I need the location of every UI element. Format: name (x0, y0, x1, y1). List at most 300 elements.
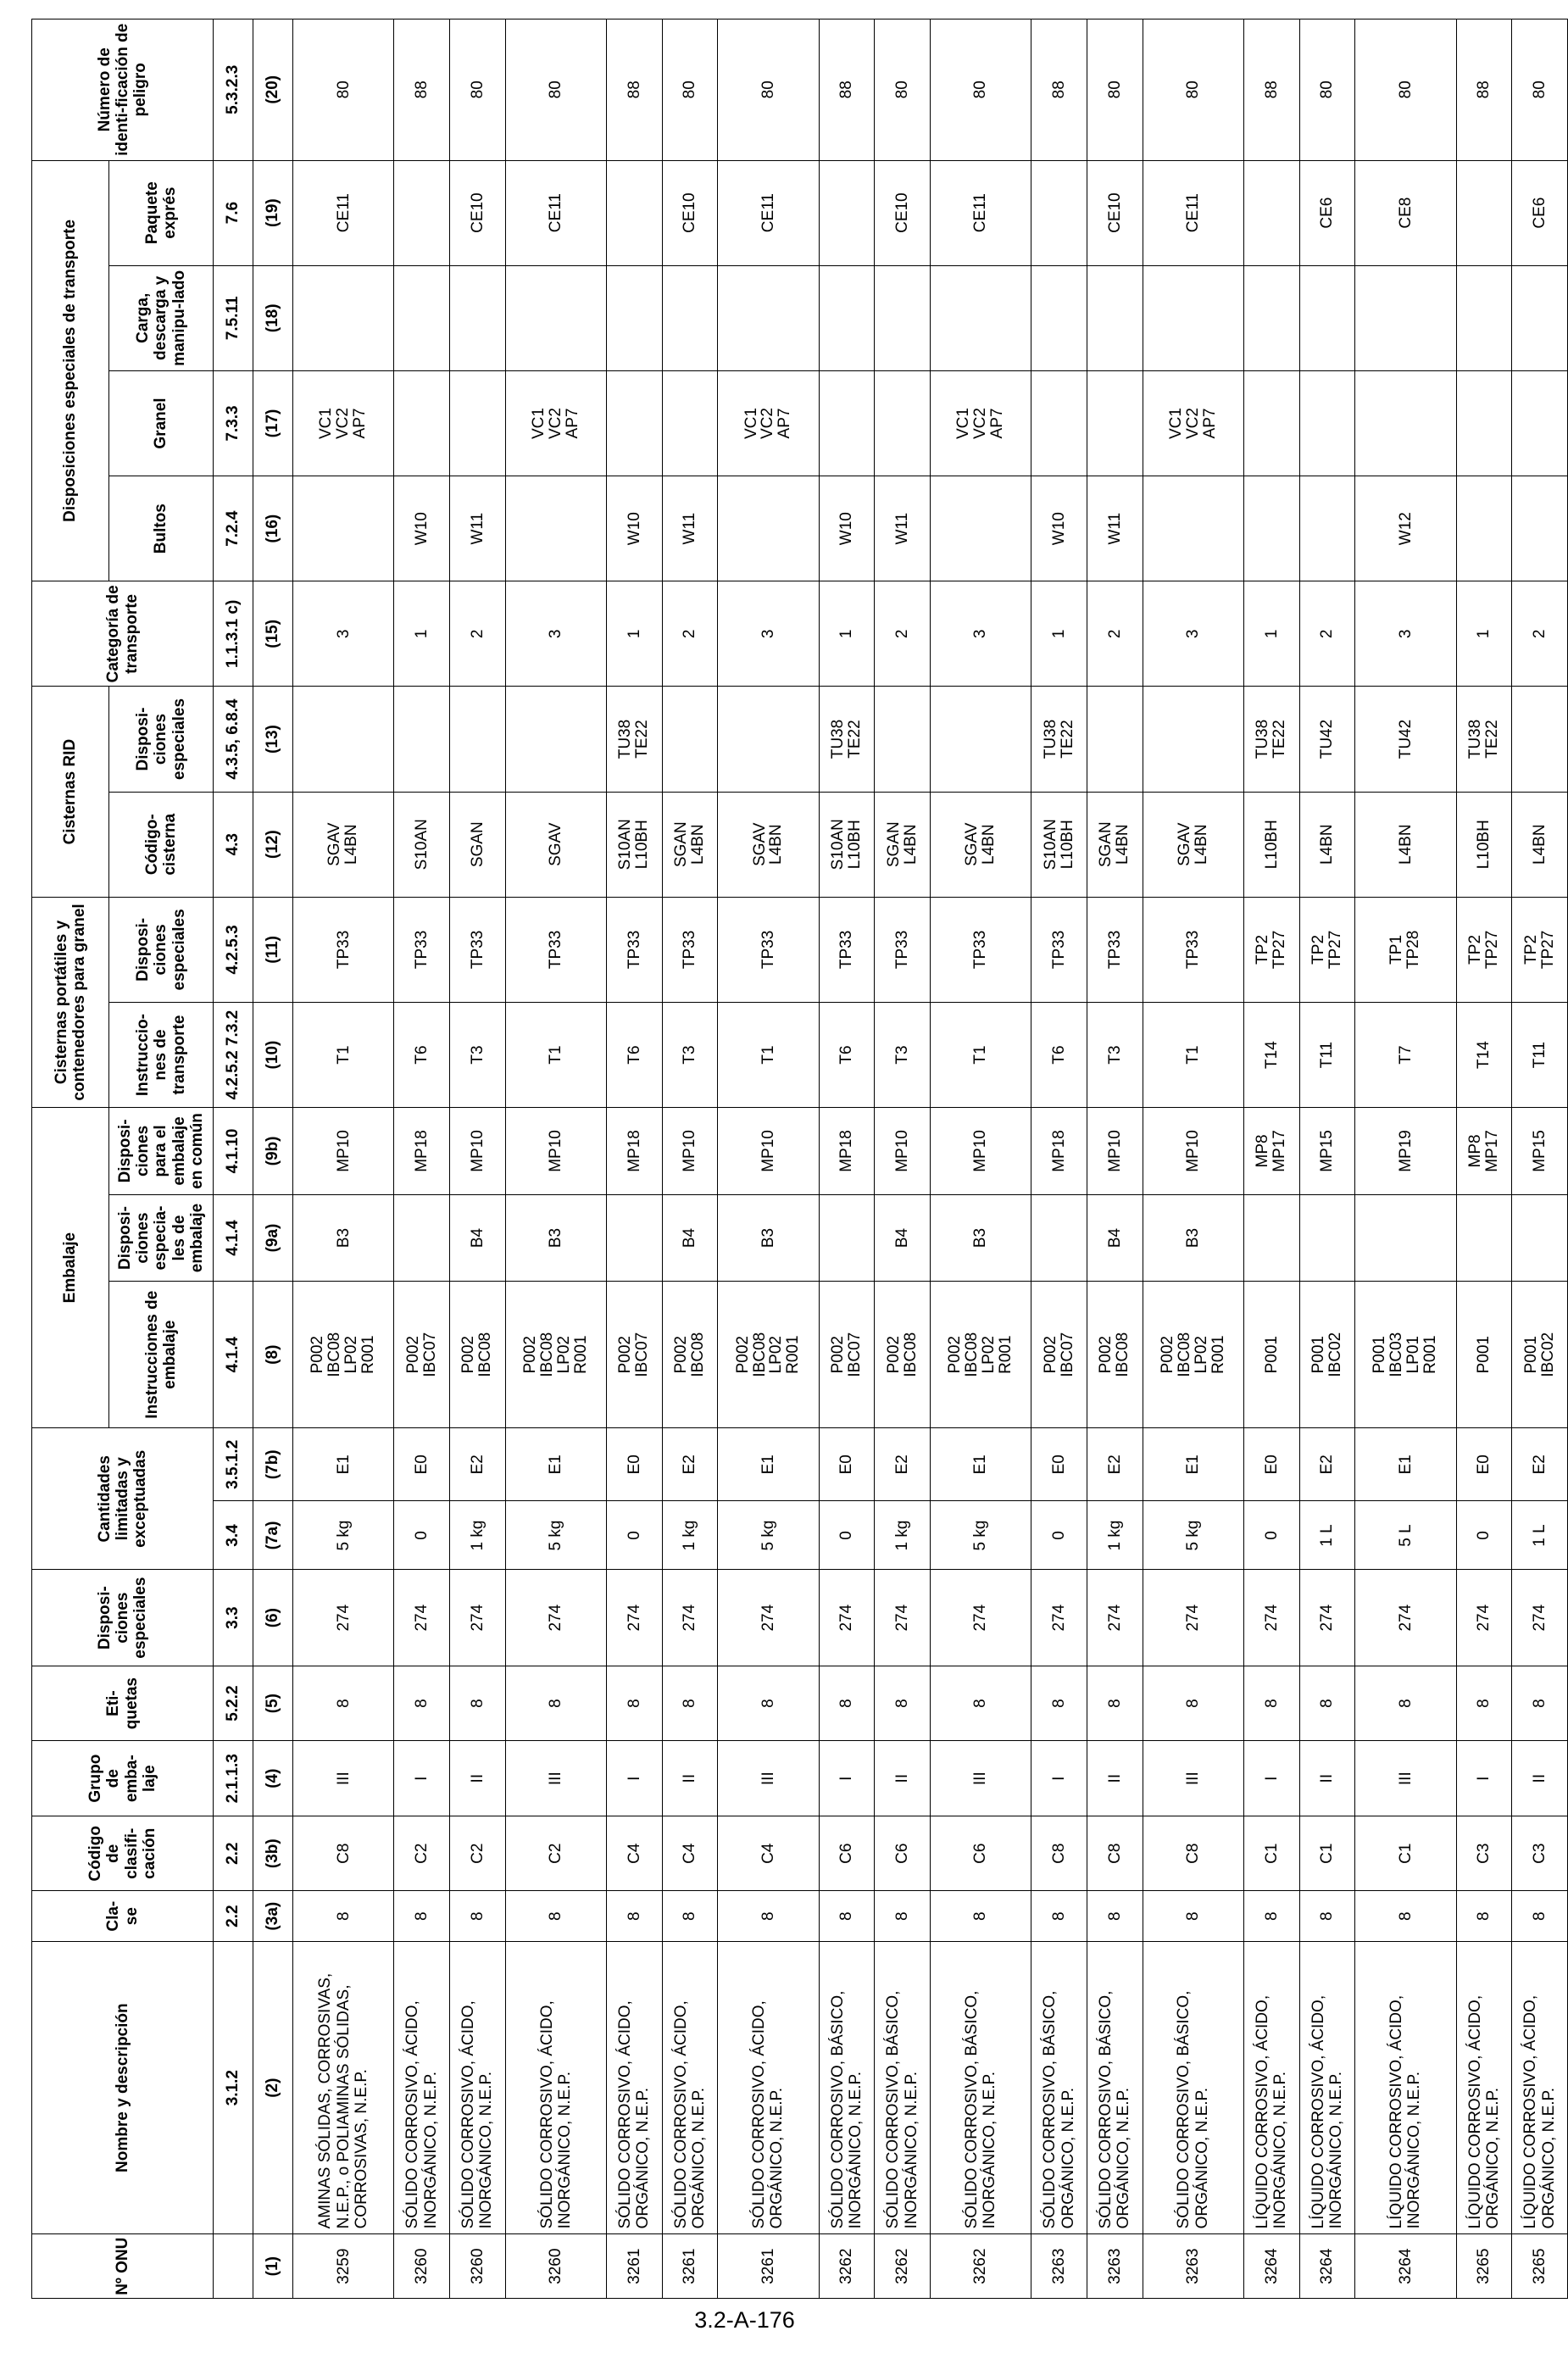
table-cell: III (1355, 1741, 1456, 1816)
table-cell: 8 (819, 1891, 875, 1941)
name-cell: SÓLIDO CORROSIVO, ÁCIDO, ORGÁNICO, N.E.P. (718, 1941, 819, 2234)
name-cell: SÓLIDO CORROSIVO, BÁSICO, ORGÁNICO, N.E.P. (1031, 1941, 1087, 2234)
un-number-cell: 3264 (1355, 2234, 1456, 2299)
table-cell: MP10 (1087, 1108, 1143, 1195)
table-cell: 80 (1355, 19, 1456, 161)
table-cell: 8 (1243, 1891, 1299, 1941)
table-cell: C6 (930, 1816, 1031, 1891)
header-tank-instructions: Instruccio-nes de transporte (109, 1002, 214, 1107)
table-cell: TP2 TP27 (1456, 897, 1512, 1002)
table-cell (1355, 265, 1456, 370)
table-cell: T6 (606, 1002, 662, 1107)
table-cell: T1 (293, 1002, 394, 1107)
table-cell (662, 687, 718, 792)
table-cell: 88 (819, 19, 875, 161)
ref-cell: 2.1.1.3 (214, 1741, 253, 1816)
header-class: Cla-se (32, 1891, 214, 1941)
ref-cell: 7.5.11 (214, 265, 253, 370)
table-cell: E0 (1456, 1428, 1512, 1501)
table-cell: T1 (930, 1002, 1031, 1107)
table-cell: I (606, 1741, 662, 1816)
table-cell: 8 (718, 1666, 819, 1741)
table-cell: SGAN L4BN (662, 792, 718, 897)
table-cell: P002 IBC07 (1031, 1282, 1087, 1428)
table-cell: TP33 (1143, 897, 1243, 1002)
table-cell: E1 (293, 1428, 394, 1501)
table-cell: C6 (819, 1816, 875, 1891)
table-cell: C6 (875, 1816, 931, 1891)
name-cell: SÓLIDO CORROSIVO, ÁCIDO, INORGÁNICO, N.E.P. (505, 1941, 606, 2234)
table-cell (1512, 370, 1568, 476)
table-cell (875, 687, 931, 792)
table-cell: 2 (875, 581, 931, 687)
table-cell: TP33 (606, 897, 662, 1002)
table-cell: E2 (1087, 1428, 1143, 1501)
table-cell: 1 (1243, 581, 1299, 687)
table-cell (394, 160, 450, 265)
table-cell: 274 (1512, 1570, 1568, 1666)
table-cell: 1 kg (662, 1501, 718, 1570)
table-cell: 80 (505, 19, 606, 161)
table-cell: E1 (1355, 1428, 1456, 1501)
ref-cell: 3.1.2 (214, 1941, 253, 2234)
table-cell (293, 476, 394, 581)
table-cell: CE11 (505, 160, 606, 265)
header-mixed-packing-provisions: Disposi-ciones para el embalaje en común (109, 1108, 214, 1195)
table-cell: 8 (819, 1666, 875, 1741)
table-cell (1355, 1194, 1456, 1282)
table-cell (662, 265, 718, 370)
num-cell: (15) (253, 581, 293, 687)
un-number-cell: 3259 (293, 2234, 394, 2299)
table-cell: 274 (819, 1570, 875, 1666)
table-cell: 5 kg (1143, 1501, 1243, 1570)
table-cell: 1 (1031, 581, 1087, 687)
table-cell: 5 kg (718, 1501, 819, 1570)
table-cell: 0 (606, 1501, 662, 1570)
name-cell: SÓLIDO CORROSIVO, ÁCIDO, INORGÁNICO, N.E.P. (449, 1941, 505, 2234)
table-cell (662, 370, 718, 476)
table-cell (875, 370, 931, 476)
table-cell: 1 (606, 581, 662, 687)
table-cell: 2 (1512, 581, 1568, 687)
ref-cell: 7.2.4 (214, 476, 253, 581)
table-cell: E1 (930, 1428, 1031, 1501)
table-cell: L4BN (1355, 792, 1456, 897)
table-row (662, 19, 718, 2299)
table-cell: L4BN (1512, 792, 1568, 897)
table-cell: P002 IBC08 LP02 R001 (718, 1282, 819, 1428)
un-number-cell: 3261 (606, 2234, 662, 2299)
name-cell: SÓLIDO CORROSIVO, BÁSICO, INORGÁNICO, N.E.P. (930, 1941, 1031, 2234)
table-cell: 88 (1456, 19, 1512, 161)
un-number-cell: 3260 (505, 2234, 606, 2299)
table-cell (505, 687, 606, 792)
table-cell: 8 (1355, 1666, 1456, 1741)
table-cell: T11 (1299, 1002, 1355, 1107)
name-cell: LÍQUIDO CORROSIVO, ÁCIDO, ORGÁNICO, N.E.P. (1456, 1941, 1512, 2234)
header-bulk: Granel (109, 370, 214, 476)
table-cell: SGAV L4BN (718, 792, 819, 897)
header-transport-category: Categoría de transporte (32, 581, 214, 687)
table-cell: 8 (875, 1666, 931, 1741)
table-cell: E1 (1143, 1428, 1243, 1501)
table-cell: 274 (930, 1570, 1031, 1666)
table-cell: TP33 (930, 897, 1031, 1002)
table-cell: TP33 (875, 897, 931, 1002)
header-loading: Carga, descarga y manipu-lado (109, 265, 214, 370)
table-cell: S10AN (394, 792, 450, 897)
table-cell (1243, 476, 1299, 581)
num-cell: (18) (253, 265, 293, 370)
table-cell: SGAV L4BN (930, 792, 1031, 897)
table-row (1087, 19, 1143, 2299)
table-cell: 2 (449, 581, 505, 687)
name-cell: SÓLIDO CORROSIVO, ÁCIDO, INORGÁNICO, N.E.P. (394, 1941, 450, 2234)
header-tank-special-provisions: Disposi-ciones especiales (109, 897, 214, 1002)
table-cell: E1 (718, 1428, 819, 1501)
ref-cell: 4.1.4 (214, 1282, 253, 1428)
table-cell: P002 IBC08 (662, 1282, 718, 1428)
table-cell (606, 1194, 662, 1282)
table-cell: CE11 (1143, 160, 1243, 265)
ref-cell: 7.6 (214, 160, 253, 265)
table-cell: 8 (1087, 1891, 1143, 1941)
table-cell (1456, 160, 1512, 265)
table-cell: W11 (662, 476, 718, 581)
name-cell: AMINAS SÓLIDAS, CORROSIVAS, N.E.P., o POLIAMINAS SÓLIDAS, CORROSIVAS, N.E.P. (293, 1941, 394, 2234)
table-cell: III (1143, 1741, 1243, 1816)
table-cell: P002 IBC08 LP02 R001 (293, 1282, 394, 1428)
ref-cell: 4.3 (214, 792, 253, 897)
table-cell: MP15 (1299, 1108, 1355, 1195)
table-cell: P001 IBC02 (1512, 1282, 1568, 1428)
table-cell: 274 (1087, 1570, 1143, 1666)
ref-cell (214, 2234, 253, 2299)
table-cell: T3 (1087, 1002, 1143, 1107)
table-cell: MP10 (293, 1108, 394, 1195)
table-cell (1087, 265, 1143, 370)
un-number-cell: 3260 (394, 2234, 450, 2299)
table-cell: B3 (505, 1194, 606, 1282)
table-cell: P002 IBC07 (394, 1282, 450, 1428)
table-cell: W12 (1355, 476, 1456, 581)
table-cell: W11 (875, 476, 931, 581)
table-cell: SGAN L4BN (875, 792, 931, 897)
table-cell: T3 (662, 1002, 718, 1107)
table-cell: T6 (394, 1002, 450, 1107)
table-cell: 1 L (1299, 1501, 1355, 1570)
table-row (505, 19, 606, 2299)
table-row (1456, 19, 1512, 2299)
table-cell: 8 (1299, 1891, 1355, 1941)
ref-cell: 2.2 (214, 1891, 253, 1941)
table-cell (606, 265, 662, 370)
table-row (1299, 19, 1355, 2299)
table-cell: TP2 TP27 (1512, 897, 1568, 1002)
table-cell: E2 (449, 1428, 505, 1501)
table-cell: P002 IBC08 LP02 R001 (930, 1282, 1031, 1428)
table-cell: 8 (1143, 1666, 1243, 1741)
table-cell: CE10 (449, 160, 505, 265)
table-cell: 2 (662, 581, 718, 687)
table-cell: CE6 (1512, 160, 1568, 265)
table-cell: B3 (930, 1194, 1031, 1282)
table-cell: B3 (1143, 1194, 1243, 1282)
ref-cell: 3.3 (214, 1570, 253, 1666)
table-cell: 0 (819, 1501, 875, 1570)
table-cell: E2 (1512, 1428, 1568, 1501)
table-cell: 8 (930, 1891, 1031, 1941)
num-cell: (8) (253, 1282, 293, 1428)
table-cell (1299, 265, 1355, 370)
un-number-cell: 3262 (930, 2234, 1031, 2299)
table-cell (1299, 370, 1355, 476)
table-cell (394, 370, 450, 476)
table-row (718, 19, 819, 2299)
table-cell (718, 476, 819, 581)
num-cell: (13) (253, 687, 293, 792)
table-cell: T1 (505, 1002, 606, 1107)
table-cell (1299, 476, 1355, 581)
table-row (1143, 19, 1243, 2299)
table-row (1355, 19, 1456, 2299)
table-cell: E1 (505, 1428, 606, 1501)
table-cell: CE10 (875, 160, 931, 265)
table-cell (1456, 476, 1512, 581)
table-cell: TP1 TP28 (1355, 897, 1456, 1002)
table-cell: TP33 (505, 897, 606, 1002)
table-cell: 274 (718, 1570, 819, 1666)
table-cell: 274 (505, 1570, 606, 1666)
table-cell: II (875, 1741, 931, 1816)
table-cell: B4 (875, 1194, 931, 1282)
table-cell: 274 (1143, 1570, 1243, 1666)
table-cell: P002 IBC08 (875, 1282, 931, 1428)
table-row (293, 19, 394, 2299)
table-cell: L10BH (1243, 792, 1299, 897)
name-cell: SÓLIDO CORROSIVO, BÁSICO, ORGÁNICO, N.E.P. (1087, 1941, 1143, 2234)
table-cell (394, 687, 450, 792)
header-classification-code: Código de clasifi-cación (32, 1816, 214, 1891)
table-cell: 3 (1143, 581, 1243, 687)
table-cell: II (1512, 1741, 1568, 1816)
table-cell (819, 1194, 875, 1282)
table-cell: E2 (662, 1428, 718, 1501)
name-cell: SÓLIDO CORROSIVO, ÁCIDO, ORGÁNICO, N.E.P. (662, 1941, 718, 2234)
table-cell (449, 265, 505, 370)
table-cell: B4 (449, 1194, 505, 1282)
table-row (394, 19, 450, 2299)
un-number-cell: 3264 (1243, 2234, 1299, 2299)
table-cell: W10 (394, 476, 450, 581)
header-special-transport: Disposiciones especiales de transporte (32, 160, 109, 581)
un-number-cell: 3265 (1456, 2234, 1512, 2299)
num-cell: (10) (253, 1002, 293, 1107)
header-un-number: Nº ONU (32, 2234, 214, 2299)
table-cell: E2 (1299, 1428, 1355, 1501)
table-cell: 274 (662, 1570, 718, 1666)
header-hazard-id: Número de identi-ficación de peligro (32, 19, 214, 161)
table-cell: 8 (505, 1666, 606, 1741)
header-rid-special-provisions: Disposi-ciones especiales (109, 687, 214, 792)
table-cell: P002 IBC08 (1087, 1282, 1143, 1428)
header-packing-instructions: Instrucciones de embalaje (109, 1282, 214, 1428)
table-cell (1243, 370, 1299, 476)
ref-cell: 4.2.5.3 (214, 897, 253, 1002)
name-cell: LÍQUIDO CORROSIVO, ÁCIDO, ORGÁNICO, N.E.P. (1512, 1941, 1568, 2234)
table-cell: C4 (606, 1816, 662, 1891)
table-cell: T3 (875, 1002, 931, 1107)
table-cell: 80 (662, 19, 718, 161)
table-cell: P002 IBC08 LP02 R001 (505, 1282, 606, 1428)
table-cell (1087, 687, 1143, 792)
table-cell: 88 (606, 19, 662, 161)
column-number-row (253, 19, 293, 2299)
table-cell: VC1 VC2 AP7 (293, 370, 394, 476)
table-cell: P001 (1456, 1282, 1512, 1428)
header-special-provisions: Disposi-ciones especiales (32, 1570, 214, 1666)
table-cell: 8 (1512, 1666, 1568, 1741)
table-cell (1031, 1194, 1087, 1282)
table-cell: S10AN L10BH (1031, 792, 1087, 897)
table-cell: 8 (293, 1666, 394, 1741)
table-cell: 274 (1456, 1570, 1512, 1666)
table-cell (1456, 1194, 1512, 1282)
ref-cell: 2.2 (214, 1816, 253, 1891)
header-portable-tanks: Cisternas portátiles y contenedores para granel (32, 897, 109, 1107)
table-cell: MP18 (1031, 1108, 1087, 1195)
num-cell: (7b) (253, 1428, 293, 1501)
table-cell: P001 (1243, 1282, 1299, 1428)
table-cell: TP33 (718, 897, 819, 1002)
table-cell: T11 (1512, 1002, 1568, 1107)
ref-cell: 7.3.3 (214, 370, 253, 476)
table-cell (875, 265, 931, 370)
header-name: Nombre y descripción (32, 1941, 214, 2234)
table-cell: 8 (1456, 1891, 1512, 1941)
table-cell: SGAN (449, 792, 505, 897)
table-cell: 80 (930, 19, 1031, 161)
un-number-cell: 3265 (1512, 2234, 1568, 2299)
table-cell: 2 (1087, 581, 1143, 687)
table-cell: 8 (930, 1666, 1031, 1741)
table-cell: T7 (1355, 1002, 1456, 1107)
table-cell: 1 (394, 581, 450, 687)
table-cell (1243, 265, 1299, 370)
table-cell (606, 370, 662, 476)
table-row (449, 19, 505, 2299)
table-body (293, 19, 1568, 2299)
table-cell: MP10 (505, 1108, 606, 1195)
table-cell: C1 (1355, 1816, 1456, 1891)
un-number-cell: 3262 (875, 2234, 931, 2299)
table-cell: 0 (1243, 1501, 1299, 1570)
table-cell: TP33 (293, 897, 394, 1002)
table-row (875, 19, 931, 2299)
table-cell: CE11 (718, 160, 819, 265)
table-cell: 274 (394, 1570, 450, 1666)
table-cell: MP18 (606, 1108, 662, 1195)
table-cell: L10BH (1456, 792, 1512, 897)
table-cell: TU42 (1299, 687, 1355, 792)
table-cell: 1 (819, 581, 875, 687)
table-cell: VC1 VC2 AP7 (505, 370, 606, 476)
table-cell: 3 (718, 581, 819, 687)
table-cell: W10 (606, 476, 662, 581)
ref-cell: 3.5.1.2 (214, 1428, 253, 1501)
table-cell: CE10 (1087, 160, 1143, 265)
table-cell: E0 (1031, 1428, 1087, 1501)
table-cell: E0 (606, 1428, 662, 1501)
table-cell (505, 265, 606, 370)
un-number-cell: 3261 (718, 2234, 819, 2299)
header-packages: Bultos (109, 476, 214, 581)
table-cell (718, 687, 819, 792)
table-cell (449, 370, 505, 476)
num-cell: (9b) (253, 1108, 293, 1195)
table-cell: MP10 (1143, 1108, 1243, 1195)
table-row (930, 19, 1031, 2299)
table-cell: 8 (1087, 1666, 1143, 1741)
table-cell (1355, 370, 1456, 476)
table-cell: C8 (293, 1816, 394, 1891)
table-cell: E0 (394, 1428, 450, 1501)
table-cell: MP8 MP17 (1456, 1108, 1512, 1195)
table-cell: 8 (449, 1891, 505, 1941)
table-cell: TP33 (394, 897, 450, 1002)
table-cell: TU38 TE22 (1456, 687, 1512, 792)
table-cell (930, 476, 1031, 581)
num-cell: (4) (253, 1741, 293, 1816)
table-cell: 2 (1299, 581, 1355, 687)
table-cell: VC1 VC2 AP7 (718, 370, 819, 476)
reference-row (214, 19, 253, 2299)
table-cell: 1 (1456, 581, 1512, 687)
table-cell: 8 (1031, 1891, 1087, 1941)
num-cell: (6) (253, 1570, 293, 1666)
table-cell: 80 (449, 19, 505, 161)
table-cell: 8 (1456, 1666, 1512, 1741)
num-cell: (5) (253, 1666, 293, 1741)
table-cell (606, 160, 662, 265)
rotated-table-container (31, 19, 1558, 2299)
table-cell: C8 (1143, 1816, 1243, 1891)
table-cell: 8 (1031, 1666, 1087, 1741)
table-cell: TP2 TP27 (1243, 897, 1299, 1002)
table-cell: TU42 (1355, 687, 1456, 792)
name-cell: LÍQUIDO CORROSIVO, ÁCIDO, INORGÁNICO, N.E.P. (1243, 1941, 1299, 2234)
num-cell: (3b) (253, 1816, 293, 1891)
table-cell: C1 (1243, 1816, 1299, 1891)
table-cell: 274 (1031, 1570, 1087, 1666)
table-cell: MP10 (930, 1108, 1031, 1195)
table-cell (1512, 265, 1568, 370)
table-cell: II (449, 1741, 505, 1816)
un-number-cell: 3264 (1299, 2234, 1355, 2299)
table-cell: 5 kg (930, 1501, 1031, 1570)
table-cell: 1 L (1512, 1501, 1568, 1570)
table-cell: I (819, 1741, 875, 1816)
table-cell: CE10 (662, 160, 718, 265)
num-cell: (17) (253, 370, 293, 476)
num-cell: (16) (253, 476, 293, 581)
table-cell: E2 (875, 1428, 931, 1501)
name-cell: SÓLIDO CORROSIVO, ÁCIDO, ORGÁNICO, N.E.P. (606, 1941, 662, 2234)
table-cell: MP18 (819, 1108, 875, 1195)
table-cell (1143, 265, 1243, 370)
header-limited-quantities: Cantidades limitadas y exceptuadas (32, 1428, 214, 1570)
